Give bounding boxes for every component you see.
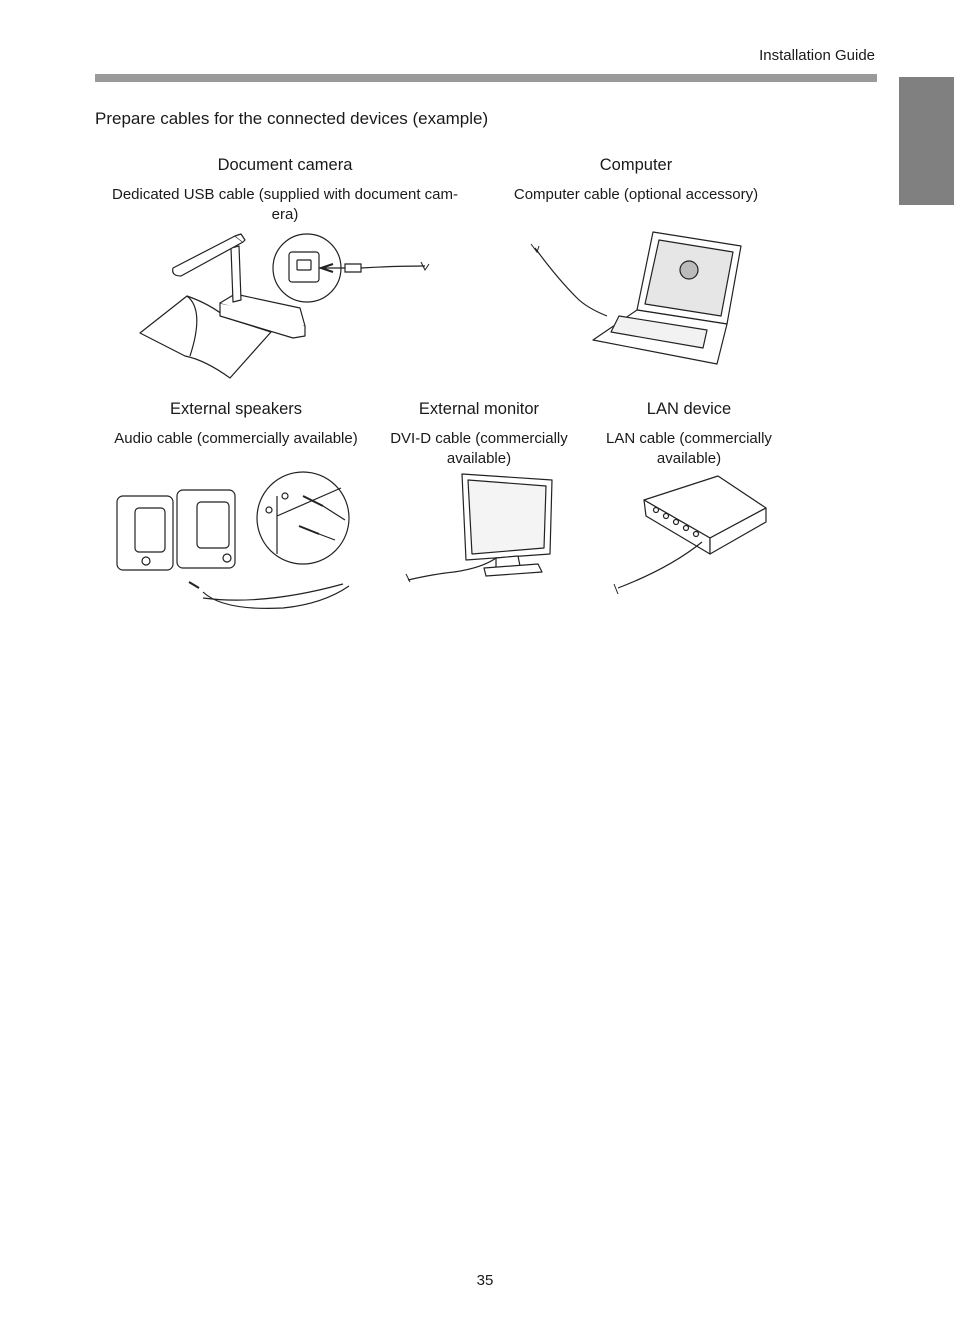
computer-cable-text: Computer cable (optional accessory) <box>513 186 759 203</box>
computer-illustration <box>527 228 745 372</box>
computer-label: Computer <box>599 156 673 174</box>
external-speakers-illustration <box>113 476 359 616</box>
section-title: Prepare cables for the connected devices (example) <box>95 109 489 128</box>
external-speakers-label: External speakers <box>169 400 303 418</box>
document-camera-illustration <box>135 228 435 386</box>
chapter-side-tab <box>899 77 954 205</box>
page-number: 35 <box>476 1272 494 1289</box>
lan-device-illustration <box>610 472 770 598</box>
external-monitor-cable-text: DVI-D cable (commercially available) <box>390 430 568 467</box>
external-monitor-illustration <box>404 472 554 584</box>
external-speakers-cable-text: Audio cable (commercially available) <box>114 430 358 447</box>
document-camera-cable-line2: era) <box>271 206 299 223</box>
lan-device-label: LAN device <box>646 400 732 418</box>
header-title: Installation Guide <box>759 47 875 64</box>
external-monitor-label: External monitor <box>418 400 540 418</box>
lan-device-cable-text: LAN cable (commercially available) <box>606 430 772 467</box>
document-camera-cable-text <box>100 185 470 225</box>
document-camera-label: Document camera <box>217 156 353 174</box>
header-rule <box>95 74 877 82</box>
document-camera-cable-line1: Dedicated USB cable (supplied with document cam- <box>111 186 458 203</box>
